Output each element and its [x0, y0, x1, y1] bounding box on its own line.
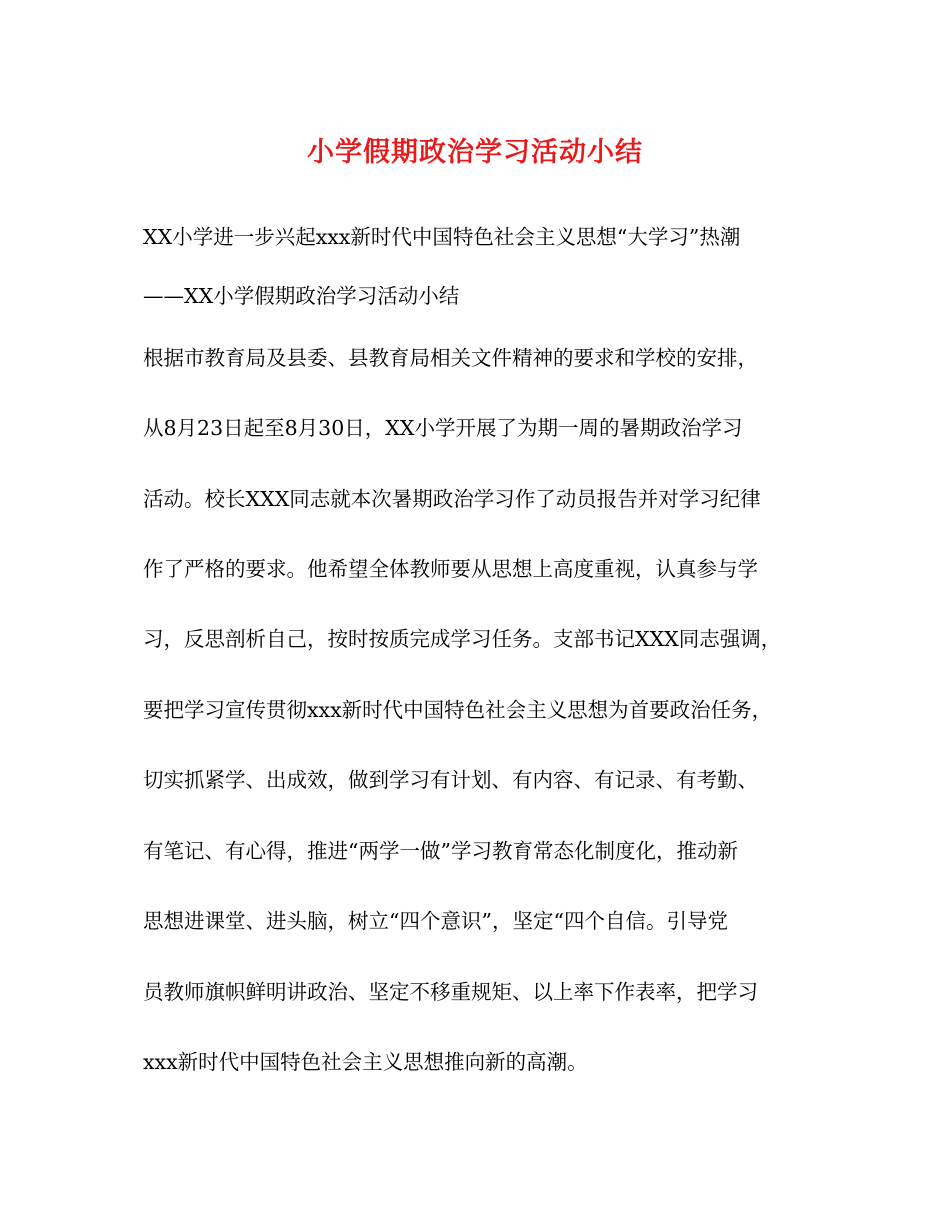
body-line: 习，反思剖析自己，按时按质完成学习任务。支部书记XXX同志强调，	[143, 627, 782, 651]
body-line: 活动。校长XXX同志就本次暑期政治学习作了动员报告并对学习纪律	[143, 487, 761, 511]
body-line: xxx新时代中国特色社会主义思想推向新的高潮。	[143, 1050, 588, 1074]
body-line: 从8月23日起至8月30日，XX小学开展了为期一周的暑期政治学习	[143, 416, 743, 440]
body-line: ——XX小学假期政治学习活动小结	[143, 284, 460, 308]
body-line: 有笔记、有心得，推进“两学一做”学习教育常态化制度化，推动新	[143, 839, 738, 863]
document-title: 小学假期政治学习活动小结	[307, 137, 643, 168]
body-line: 作了严格的要求。他希望全体教师要从思想上高度重视，认真参与学	[143, 557, 758, 581]
body-line: 切实抓紧学、出成效，做到学习有计划、有内容、有记录、有考勤、	[143, 768, 758, 792]
body-line: 根据市教育局及县委、县教育局相关文件精神的要求和学校的安排，	[143, 346, 758, 370]
body-line: 要把学习宣传贯彻xxx新时代中国特色社会主义思想为首要政治任务，	[143, 698, 773, 722]
body-line: XX小学进一步兴起xxx新时代中国特色社会主义思想“大学习”热潮	[143, 225, 741, 249]
body-line: 思想进课堂、进头脑，树立“四个意识”，坚定“四个自信。引导党	[143, 909, 728, 933]
body-line: 员教师旗帜鲜明讲政治、坚定不移重规矩、以上率下作表率，把学习	[143, 980, 758, 1004]
